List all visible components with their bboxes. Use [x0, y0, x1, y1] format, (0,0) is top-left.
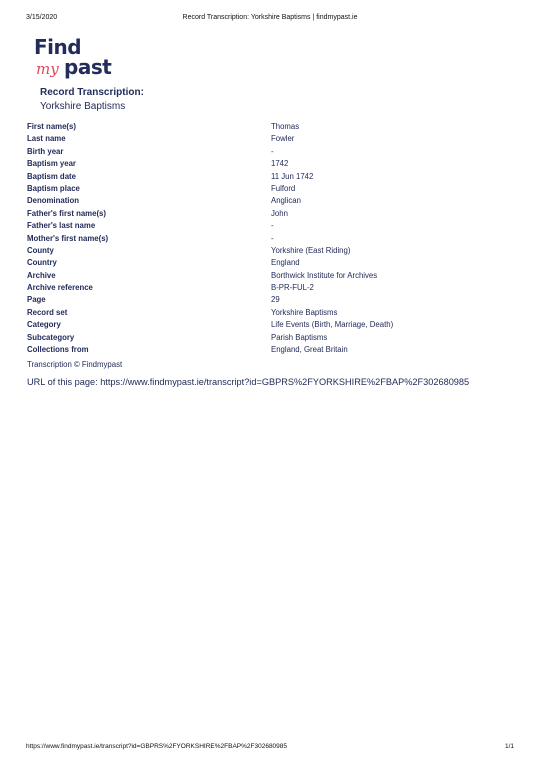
record-field-value: Anglican [271, 196, 301, 206]
record-row [27, 158, 507, 170]
record-row [27, 282, 507, 294]
record-row [27, 195, 507, 207]
record-row [27, 294, 507, 306]
record-table [27, 121, 507, 356]
record-field-label: Page [27, 295, 46, 305]
record-field-label: Collections from [27, 345, 89, 355]
record-field-label: Baptism date [27, 171, 76, 181]
logo-find-text: Find [34, 35, 82, 59]
record-field-label: Record set [27, 307, 68, 317]
logo-past-text: past [64, 55, 112, 79]
record-field-value: 1742 [271, 159, 289, 169]
record-field-value: - [271, 146, 274, 156]
record-field-label: County [27, 245, 54, 255]
print-title: Record Transcription: Yorkshire Baptisms | findmypast.ie [182, 14, 358, 21]
record-row [27, 257, 507, 269]
record-field-value: Yorkshire (East Riding) [271, 245, 351, 255]
record-field-label: Denomination [27, 196, 79, 206]
record-row [27, 146, 507, 158]
print-footer-url: https://www.findmypast.ie/transcript?id=GBPRS%2FYORKSHIRE%2FBAP%2F302680985 [26, 743, 288, 750]
record-field-label: Subcategory [27, 332, 75, 342]
record-field-value: - [271, 221, 274, 231]
record-field-value: 11 Jun 1742 [271, 171, 314, 181]
page-url[interactable]: URL of this page: https://www.findmypast.ie/transcript?id=GBPRS%2FYORKSHIRE%2FBAP%2F302680985 [27, 377, 470, 387]
record-field-value: England [271, 258, 300, 268]
record-field-value: John [271, 208, 288, 218]
record-row [27, 171, 507, 183]
record-field-value: Yorkshire Baptisms [271, 307, 338, 317]
record-field-label: Archive [27, 270, 56, 280]
record-row [27, 332, 507, 344]
record-field-label: Last name [27, 134, 66, 144]
record-field-label: Father's last name [27, 221, 96, 231]
record-field-value: Parish Baptisms [271, 332, 328, 342]
record-field-label: First name(s) [27, 122, 76, 131]
record-row [27, 233, 507, 245]
record-row [27, 220, 507, 232]
record-row [27, 133, 507, 145]
record-field-label: Mother's first name(s) [27, 233, 109, 243]
record-row [27, 183, 507, 195]
record-field-label: Birth year [27, 146, 64, 156]
record-row [27, 307, 507, 319]
record-row [27, 245, 507, 257]
record-field-value: Thomas [271, 122, 300, 131]
findmypast-logo[interactable] [34, 36, 129, 84]
record-field-label: Father's first name(s) [27, 208, 106, 218]
record-row [27, 121, 507, 133]
record-field-value: Fowler [271, 134, 295, 144]
logo-my-text: my [36, 60, 59, 78]
print-footer [26, 742, 514, 752]
record-field-label: Archive reference [27, 283, 93, 293]
record-transcription-heading: Record Transcription: [40, 87, 144, 98]
transcription-credit: Transcription © Findmypast [27, 360, 123, 369]
record-field-value: England, Great Britain [271, 345, 348, 355]
record-row [27, 344, 507, 356]
record-row [27, 319, 507, 331]
record-field-label: Country [27, 258, 57, 268]
print-date: 3/15/2020 [26, 14, 58, 21]
record-field-label: Category [27, 320, 61, 330]
record-field-label: Baptism year [27, 159, 76, 169]
record-field-label: Baptism place [27, 183, 80, 193]
record-row [27, 208, 507, 220]
record-field-value: 29 [271, 295, 280, 305]
record-field-value: - [271, 233, 274, 243]
record-field-value: Life Events (Birth, Marriage, Death) [271, 320, 394, 330]
record-field-value: Borthwick Institute for Archives [271, 270, 378, 280]
record-field-value: Fulford [271, 183, 296, 193]
print-header [26, 13, 514, 23]
record-field-value: B-PR-FUL-2 [271, 283, 314, 293]
print-page-count: 1/1 [504, 743, 514, 750]
record-set-subheading: Yorkshire Baptisms [40, 101, 126, 112]
record-row [27, 270, 507, 282]
